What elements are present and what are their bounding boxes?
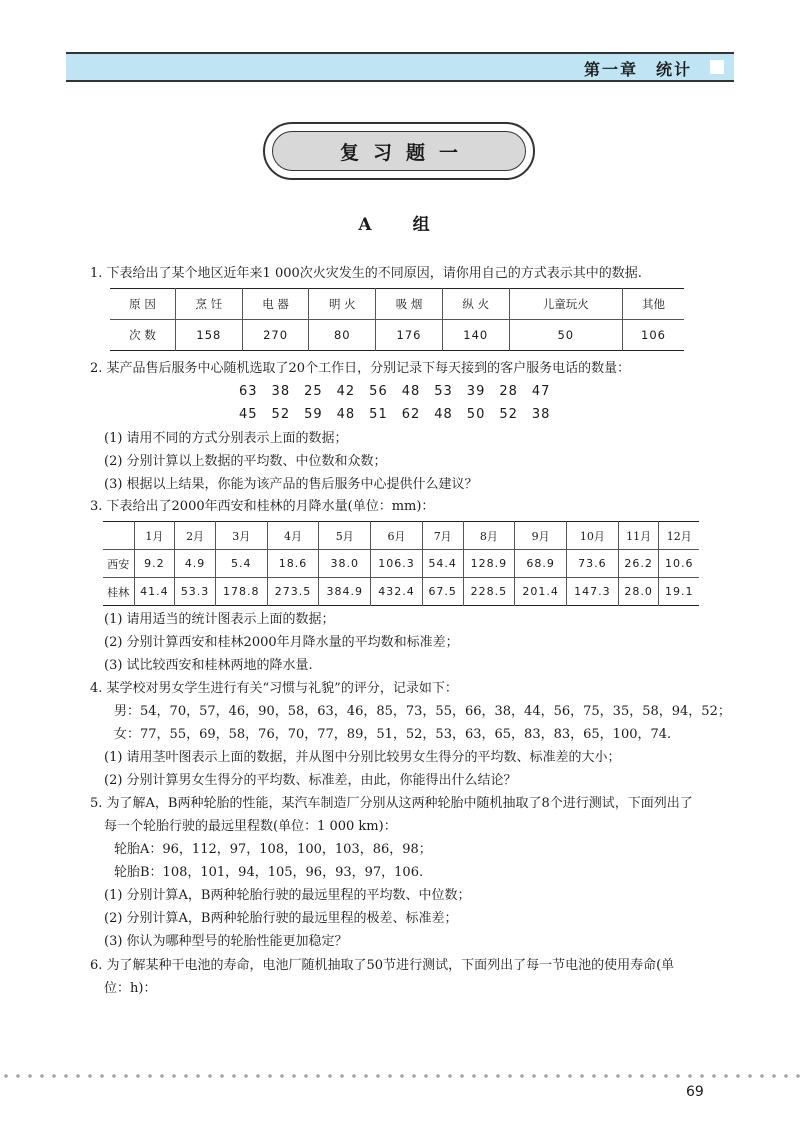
q3-guilin-row <box>103 578 699 606</box>
q4-female-scores: 女：77，55，69，58，76，70，77，89，51，52，53，63，65，83，83，65，100，74. <box>114 727 672 742</box>
table-cell: 9月 <box>515 522 567 550</box>
table-cell: 9.2 <box>134 550 175 578</box>
table-cell: 烹 饪 <box>176 289 243 320</box>
table-cell: 6月 <box>371 522 423 550</box>
table-cell: 80 <box>309 320 376 351</box>
q4-text: 4. 某学校对男女学生进行有关“习惯与礼貌”的评分，记录如下： <box>90 681 458 696</box>
chapter-header-band <box>66 52 734 82</box>
q1-header-row <box>110 289 684 320</box>
q2-data-row-1: 63 38 25 42 56 48 53 39 28 47 <box>239 384 551 399</box>
q3-xian-row <box>103 550 699 578</box>
q5-tire-a: 轮胎A：96，112，97，108，100，103，86，98； <box>114 842 432 857</box>
q6-text-cont: 位：h)： <box>104 981 157 996</box>
q5-sub-3: (3) 你认为哪种型号的轮胎性能更加稳定？ <box>104 934 348 949</box>
table-cell: 140 <box>442 320 509 351</box>
table-cell: 桂林 <box>103 578 134 606</box>
table-cell: 158 <box>176 320 243 351</box>
table-cell: 28.0 <box>618 578 659 606</box>
table-cell: 201.4 <box>515 578 567 606</box>
table-cell: 50 <box>509 320 622 351</box>
table-cell: 176 <box>376 320 443 351</box>
q2-text: 2. 某产品售后服务中心随机选取了20个工作日，分别记录下每天接到的客户服务电话的数量： <box>90 361 631 376</box>
group-heading: A 组 <box>358 215 442 235</box>
table-cell: 73.6 <box>567 550 619 578</box>
q5-sub-1: (1) 分别计算A，B两种轮胎行驶的最远里程的平均数、中位数； <box>104 888 471 903</box>
footer-dotted-rule <box>0 1073 800 1079</box>
q5-tire-b: 轮胎B：108，101，94，105，96，93，97，106. <box>114 865 424 880</box>
q4-sub-1: (1) 请用茎叶图表示上面的数据，并从图中分别比较男女生得分的平均数、标准差的大小； <box>104 750 621 765</box>
q2-data-row-2: 45 52 59 48 51 62 48 50 52 38 <box>239 407 551 422</box>
table-cell: 106 <box>641 328 666 342</box>
q3-sub-2: (2) 分别计算西安和桂林2000年月降水量的平均数和标准差； <box>104 635 459 650</box>
table-cell: 4月 <box>267 522 319 550</box>
table-cell: 5.4 <box>215 550 267 578</box>
table-cell: 68.9 <box>515 550 567 578</box>
table-cell: 147.3 <box>567 578 619 606</box>
q2-sub-3: (3) 根据以上结果，你能为该产品的售后服务中心提供什么建议？ <box>104 477 478 492</box>
table-cell: 67.5 <box>422 578 463 606</box>
q6-text: 6. 为了解某种干电池的寿命，电池厂随机抽取了50节进行测试，下面列出了每一节电池的使用寿命(单 <box>90 958 675 973</box>
q3-text: 3. 下表给出了2000年西安和桂林的月降水量(单位：mm)： <box>90 499 435 514</box>
q5-text: 5. 为了解A，B两种轮胎的性能，某汽车制造厂分别从这两种轮胎中随机抽取了8个进行测试，下面列出了 <box>90 796 693 811</box>
table-cell: 384.9 <box>319 578 371 606</box>
table-cell: 41.4 <box>134 578 175 606</box>
header-square-mark <box>710 60 724 74</box>
q1-count-row <box>110 320 684 351</box>
table-cell: 12月 <box>659 522 699 550</box>
q1-table <box>110 288 684 351</box>
table-cell: 10月 <box>567 522 619 550</box>
chapter-title: 第一章 统计 <box>583 60 692 79</box>
q5-sub-2: (2) 分别计算A，B两种轮胎行驶的最远里程的极差、标准差； <box>104 911 458 926</box>
table-cell: 128.9 <box>463 550 515 578</box>
table-cell: 106.3 <box>371 550 423 578</box>
table-cell <box>103 522 134 550</box>
table-cell: 吸 烟 <box>376 289 443 320</box>
q2-sub-2: (2) 分别计算以上数据的平均数、中位数和众数； <box>104 454 387 469</box>
table-cell: 54.4 <box>422 550 463 578</box>
table-cell: 8月 <box>463 522 515 550</box>
q3-month-row <box>103 522 699 550</box>
table-cell: 26.2 <box>618 550 659 578</box>
q1-text: 1. 下表给出了某个地区近年来1 000次火灾发生的不同原因，请你用自己的方式表示其中的数据. <box>90 266 642 281</box>
table-cell: 270 <box>242 320 309 351</box>
table-cell: 明 火 <box>309 289 376 320</box>
table-cell: 19.1 <box>664 585 694 598</box>
table-cell: 228.5 <box>463 578 515 606</box>
table-cell: 10.6 <box>659 550 699 578</box>
q3-table <box>103 521 699 606</box>
review-title: 复习题一 <box>339 141 472 164</box>
q3-sub-1: (1) 请用适当的统计图表示上面的数据； <box>104 612 335 627</box>
table-cell: 纵 火 <box>442 289 509 320</box>
table-cell: 178.8 <box>215 578 267 606</box>
table-cell: 38.0 <box>319 550 371 578</box>
table-cell: 西安 <box>103 550 134 578</box>
table-cell: 5月 <box>319 522 371 550</box>
page-number: 69 <box>686 1084 704 1100</box>
table-cell: 电 器 <box>242 289 309 320</box>
table-cell: 4.9 <box>175 550 216 578</box>
table-cell: 儿童玩火 <box>509 289 622 320</box>
table-cell: 1月 <box>134 522 175 550</box>
q4-sub-2: (2) 分别计算男女生得分的平均数、标准差，由此，你能得出什么结论？ <box>104 773 517 788</box>
table-cell: 其他 <box>623 289 685 320</box>
table-cell: 273.5 <box>267 578 319 606</box>
q3-sub-3: (3) 试比较西安和桂林两地的降水量. <box>104 658 313 673</box>
table-cell: 7月 <box>422 522 463 550</box>
table-cell: 原 因 <box>110 289 176 320</box>
q2-sub-1: (1) 请用不同的方式分别表示上面的数据； <box>104 431 348 446</box>
q5-text-cont: 每一个轮胎行驶的最远里程数(单位：1 000 km)： <box>104 819 397 834</box>
table-cell: 53.3 <box>175 578 216 606</box>
table-cell: 18.6 <box>267 550 319 578</box>
review-title-inner <box>272 131 526 171</box>
table-cell: 次 数 <box>110 320 176 351</box>
q4-male-scores: 男：54，70，57，46，90，58，63，46，85，73，55，66，38，44，56，75，35，58，94，52； <box>114 704 731 719</box>
table-cell: 11月 <box>618 522 659 550</box>
review-title-frame <box>263 122 535 180</box>
table-cell: 2月 <box>175 522 216 550</box>
table-cell: 3月 <box>215 522 267 550</box>
table-cell: 432.4 <box>371 578 423 606</box>
